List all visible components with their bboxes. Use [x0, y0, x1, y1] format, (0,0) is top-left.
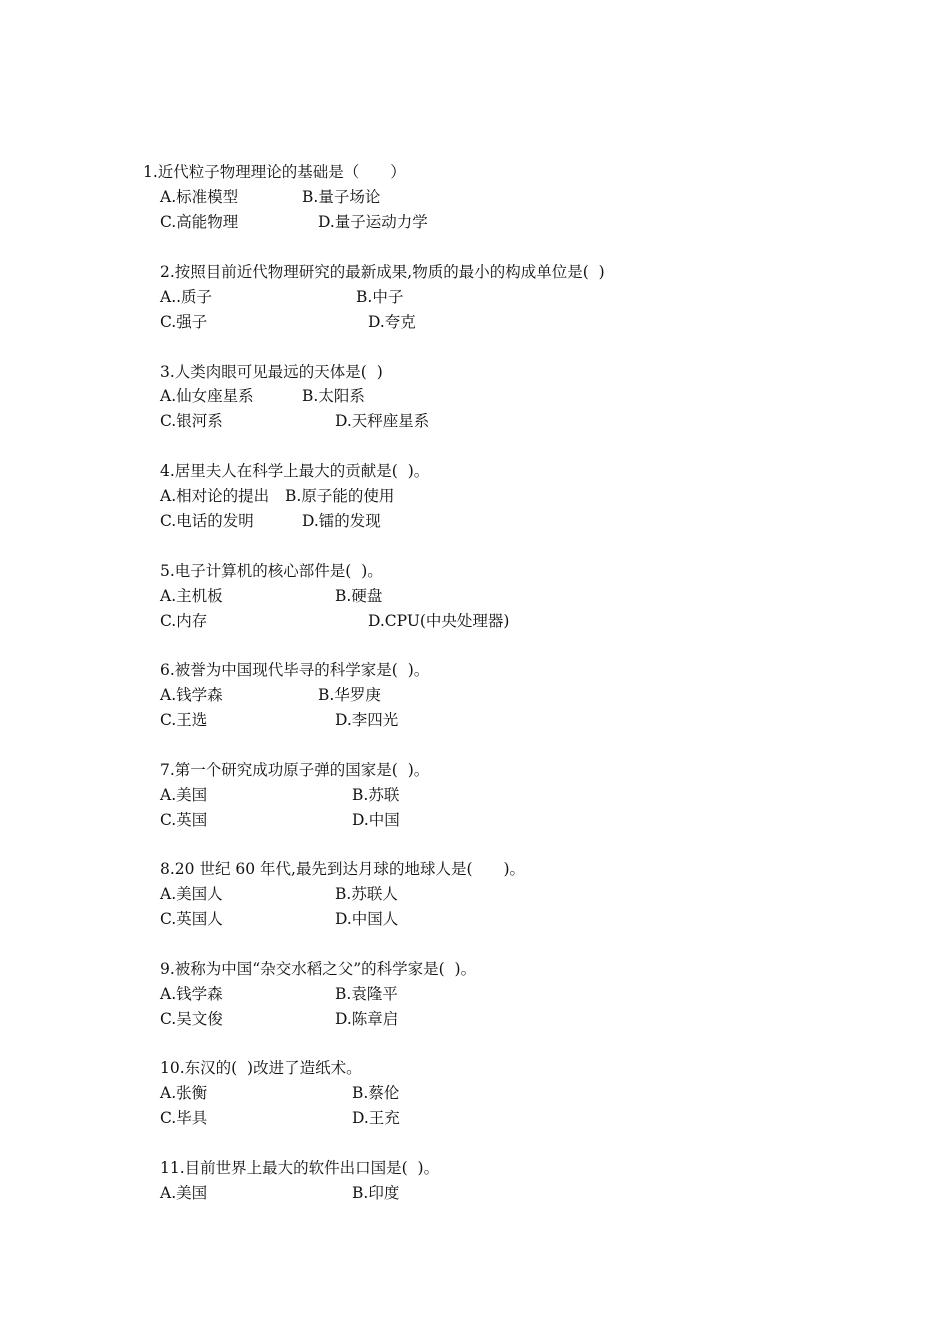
question-6-stem: 6.被誉为中国现代毕寻的科学家是( )。 [160, 661, 430, 679]
question-10-option-b: B.蔡伦 [352, 1084, 400, 1102]
question-8-option-c: C.英国人 [160, 910, 223, 928]
question-1-stem: 1.近代粒子物理理论的基础是（ ） [143, 163, 406, 181]
question-5-stem: 5.电子计算机的核心部件是( )。 [160, 562, 383, 580]
question-5-option-b: B.硬盘 [335, 587, 383, 605]
question-4-stem: 4.居里夫人在科学上最大的贡献是( )。 [160, 462, 430, 480]
question-2-option-b: B.中子 [356, 288, 404, 306]
question-1-option-a: A.标准模型 [160, 188, 239, 206]
question-2-option-d: D.夸克 [368, 313, 416, 331]
question-9-option-b: B.袁隆平 [335, 985, 398, 1003]
question-11-stem: 11.目前世界上最大的软件出口国是( )。 [160, 1159, 440, 1177]
question-7-option-c: C.英国 [160, 811, 208, 829]
question-9-stem: 9.被称为中国“杂交水稻之父”的科学家是( )。 [160, 960, 477, 978]
question-4-option-a: A.相对论的提出 [160, 487, 270, 505]
question-5-option-d: D.CPU(中央处理器) [368, 612, 510, 630]
question-1-option-c: C.高能物理 [160, 213, 239, 231]
question-4-option-c: C.电话的发明 [160, 512, 254, 530]
question-7-stem: 7.第一个研究成功原子弹的国家是( )。 [160, 761, 430, 779]
question-10-option-a: A.张衡 [160, 1084, 208, 1102]
question-8-option-a: A.美国人 [160, 885, 223, 903]
question-5-option-c: C.内存 [160, 612, 208, 630]
question-3-option-a: A.仙女座星系 [160, 387, 254, 405]
question-3-option-c: C.银河系 [160, 412, 223, 430]
question-2-stem: 2.按照目前近代物理研究的最新成果,物质的最小的构成单位是( ) [160, 263, 605, 281]
question-7-option-b: B.苏联 [352, 786, 400, 804]
question-6-option-b: B.华罗庚 [318, 686, 381, 704]
question-2-option-a: A..质子 [160, 288, 213, 306]
question-5-option-a: A.主机板 [160, 587, 223, 605]
question-11-option-a: A.美国 [160, 1184, 208, 1202]
question-9-option-d: D.陈章启 [335, 1010, 399, 1028]
question-3-stem: 3.人类肉眼可见最远的天体是( ) [160, 363, 383, 381]
question-4-option-b: B.原子能的使用 [285, 487, 395, 505]
question-9-option-a: A.钱学森 [160, 985, 223, 1003]
question-7-option-d: D.中国 [352, 811, 400, 829]
question-6-option-c: C.王选 [160, 711, 208, 729]
question-8-stem: 8.20 世纪 60 年代,最先到达月球的地球人是( )。 [160, 860, 526, 878]
question-10-option-d: D.王充 [352, 1109, 400, 1127]
question-9-option-c: C.吴文俊 [160, 1010, 223, 1028]
question-3-option-d: D.天秤座星系 [335, 412, 430, 430]
question-6-option-a: A.钱学森 [160, 686, 223, 704]
question-11-option-b: B.印度 [352, 1184, 400, 1202]
question-4-option-d: D.镭的发现 [302, 512, 381, 530]
question-8-option-d: D.中国人 [335, 910, 399, 928]
question-3-option-b: B.太阳系 [302, 387, 365, 405]
question-2-option-c: C.强子 [160, 313, 208, 331]
question-10-stem: 10.东汉的( )改进了造纸术。 [160, 1059, 362, 1077]
question-8-option-b: B.苏联人 [335, 885, 398, 903]
question-1-option-d: D.量子运动力学 [318, 213, 428, 231]
question-7-option-a: A.美国 [160, 786, 208, 804]
question-10-option-c: C.毕具 [160, 1109, 208, 1127]
question-1-option-b: B.量子场论 [302, 188, 381, 206]
question-6-option-d: D.李四光 [335, 711, 399, 729]
